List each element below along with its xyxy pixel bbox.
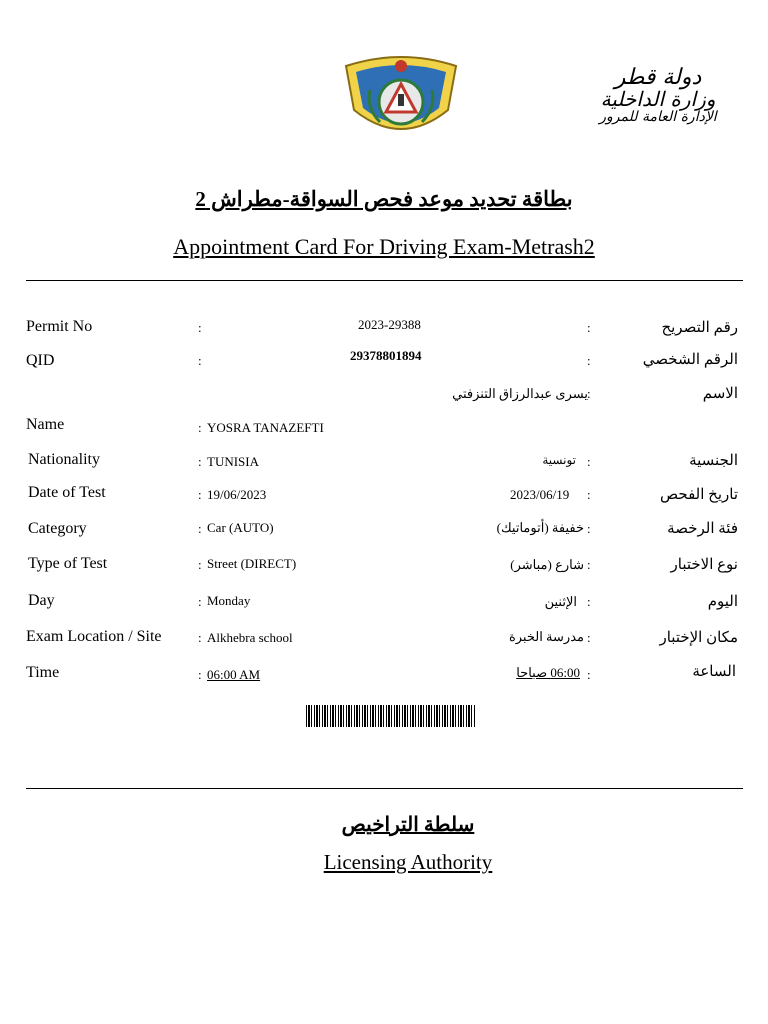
authority-title-arabic: سلطة التراخيص [341, 814, 475, 836]
colon: : [198, 454, 202, 469]
time-value-arabic: 06:00 صباحا [516, 665, 580, 680]
qid-value: 29378801894 [350, 348, 422, 363]
barcode [306, 705, 476, 727]
divider-bottom [26, 788, 743, 789]
colon: : [198, 667, 202, 682]
colon: : [198, 320, 202, 335]
colon: : [198, 353, 202, 368]
type-value: Street (DIRECT) [207, 556, 297, 571]
colon: : [587, 630, 591, 645]
day-label-arabic: اليوم [707, 594, 738, 610]
page-title-english: Appointment Card For Driving Exam-Metrash2 [173, 234, 595, 259]
divider-top [26, 280, 743, 281]
date-value-arabic: 2023/06/19 [510, 487, 570, 502]
category-value: Car (AUTO) [207, 520, 274, 535]
date-label-arabic: تاريخ الفحص [660, 487, 738, 503]
colon: : [198, 630, 202, 645]
time-label-arabic: الساعة [692, 664, 736, 680]
category-value-arabic: خفيفة (أتوماتيك) [496, 520, 584, 535]
colon: : [198, 521, 202, 536]
nationality-value: TUNISIA [207, 454, 259, 469]
colon: : [198, 594, 202, 609]
time-value: 06:00 AM [207, 667, 261, 682]
location-value-arabic: مدرسة الخبرة [508, 629, 584, 644]
name-label-arabic: الاسم [702, 386, 738, 402]
nationality-value-arabic: تونسية [542, 453, 576, 467]
time-label: Time [26, 664, 60, 681]
ministry-line-2: وزارة الداخلية [600, 87, 716, 112]
traffic-department-logo [340, 52, 462, 140]
type-value-arabic: شارع (مباشر) [510, 557, 584, 572]
colon: : [587, 454, 591, 469]
type-label-arabic: نوع الاختبار [670, 557, 738, 573]
date-value: 19/06/2023 [207, 487, 267, 502]
colon: : [587, 386, 591, 401]
day-label: Day [28, 592, 55, 609]
permit-label-arabic: رقم التصريح [661, 320, 738, 336]
location-label: Exam Location / Site [26, 628, 162, 645]
ministry-line-1: دولة قطر [614, 65, 702, 90]
colon: : [587, 353, 591, 368]
colon: : [587, 594, 591, 609]
location-label-arabic: مكان الإختبار [659, 630, 738, 646]
name-value-arabic: يسرى عبدالرزاق التنزفتي [452, 386, 588, 401]
name-label: Name [26, 416, 65, 433]
permit-label: Permit No [26, 318, 93, 335]
permit-value: 2023-29388 [358, 317, 421, 332]
name-value: YOSRA TANAZEFTI [207, 420, 324, 435]
location-value: Alkhebra school [207, 630, 293, 645]
qid-label-arabic: الرقم الشخصي [642, 352, 738, 368]
date-label: Date of Test [28, 484, 106, 501]
authority-title-english: Licensing Authority [323, 850, 493, 874]
category-label-arabic: فئة الرخصة [667, 521, 738, 537]
nationality-label-arabic: الجنسية [689, 453, 738, 469]
colon: : [198, 557, 202, 572]
day-value-arabic: الإثنين [544, 594, 577, 609]
colon: : [587, 487, 591, 502]
colon: : [587, 667, 591, 682]
day-value: Monday [207, 593, 251, 608]
qid-label: QID [26, 352, 55, 369]
nationality-label: Nationality [28, 451, 100, 468]
colon: : [198, 420, 202, 435]
colon: : [587, 320, 591, 335]
ministry-line-3: الإدارة العامة للمرور [599, 109, 717, 126]
page-title-arabic: بطاقة تحديد موعد فحص السواقة-مطراش 2 [195, 187, 573, 211]
category-label: Category [28, 520, 87, 537]
colon: : [587, 521, 591, 536]
ministry-calligraphy [592, 66, 724, 152]
colon: : [198, 487, 202, 502]
colon: : [587, 557, 591, 572]
type-label: Type of Test [28, 555, 108, 572]
